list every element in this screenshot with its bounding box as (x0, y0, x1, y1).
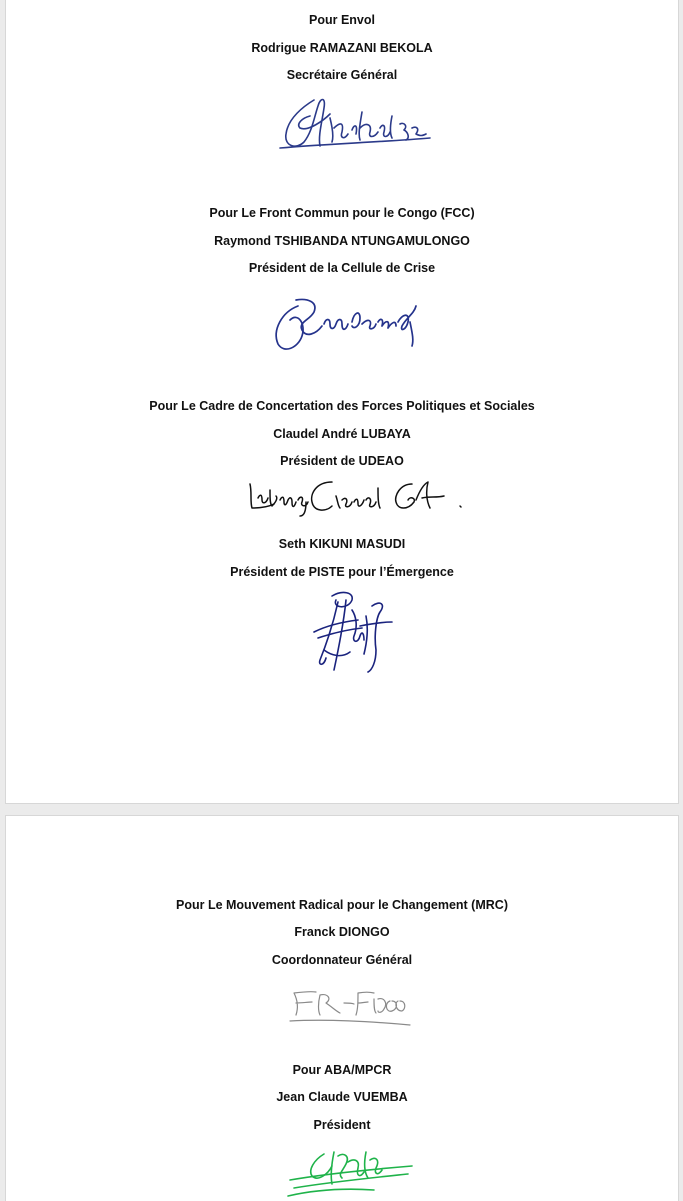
org-mrc: Pour Le Mouvement Radical pour le Changement (MRC) (176, 898, 508, 912)
signatory-name: Franck DIONGO (294, 925, 390, 939)
signatory-name: Claudel André LUBAYA (273, 427, 411, 441)
org-fcc: Pour Le Front Commun pour le Congo (FCC) (209, 206, 475, 220)
signatory-title: Coordonnateur Général (271, 953, 413, 967)
signatory-title: Président de UDEAO (280, 454, 404, 468)
signatory-title: Président de la Cellule de Crise (248, 261, 436, 275)
signatory-name: Rodrigue RAMAZANI BEKOLA (251, 41, 433, 55)
signatory-title: Président (313, 1118, 371, 1132)
org-cadre-concertation: Pour Le Cadre de Concertation des Forces Politiques et Sociales (149, 399, 535, 413)
signature-kikuni (302, 586, 398, 678)
org-aba-mpcr: Pour ABA/MPCR (292, 1063, 392, 1077)
signatory-name: Jean Claude VUEMBA (276, 1090, 408, 1104)
signatory-name: Seth KIKUNI MASUDI (278, 537, 406, 551)
signature-diongo (286, 981, 418, 1029)
document-page-2 (5, 815, 679, 1201)
signature-bekola (274, 88, 434, 158)
signature-vuemba (284, 1144, 420, 1201)
org-envol: Pour Envol (309, 13, 375, 27)
signature-tshibanda (268, 282, 428, 357)
signatory-title: Président de PISTE pour l’Émergence (230, 565, 454, 579)
signatory-name: Raymond TSHIBANDA NTUNGAMULONGO (214, 234, 470, 248)
signatory-title: Secrétaire Général (286, 68, 398, 82)
signature-lubaya (240, 472, 472, 518)
document-page-1 (5, 0, 679, 804)
